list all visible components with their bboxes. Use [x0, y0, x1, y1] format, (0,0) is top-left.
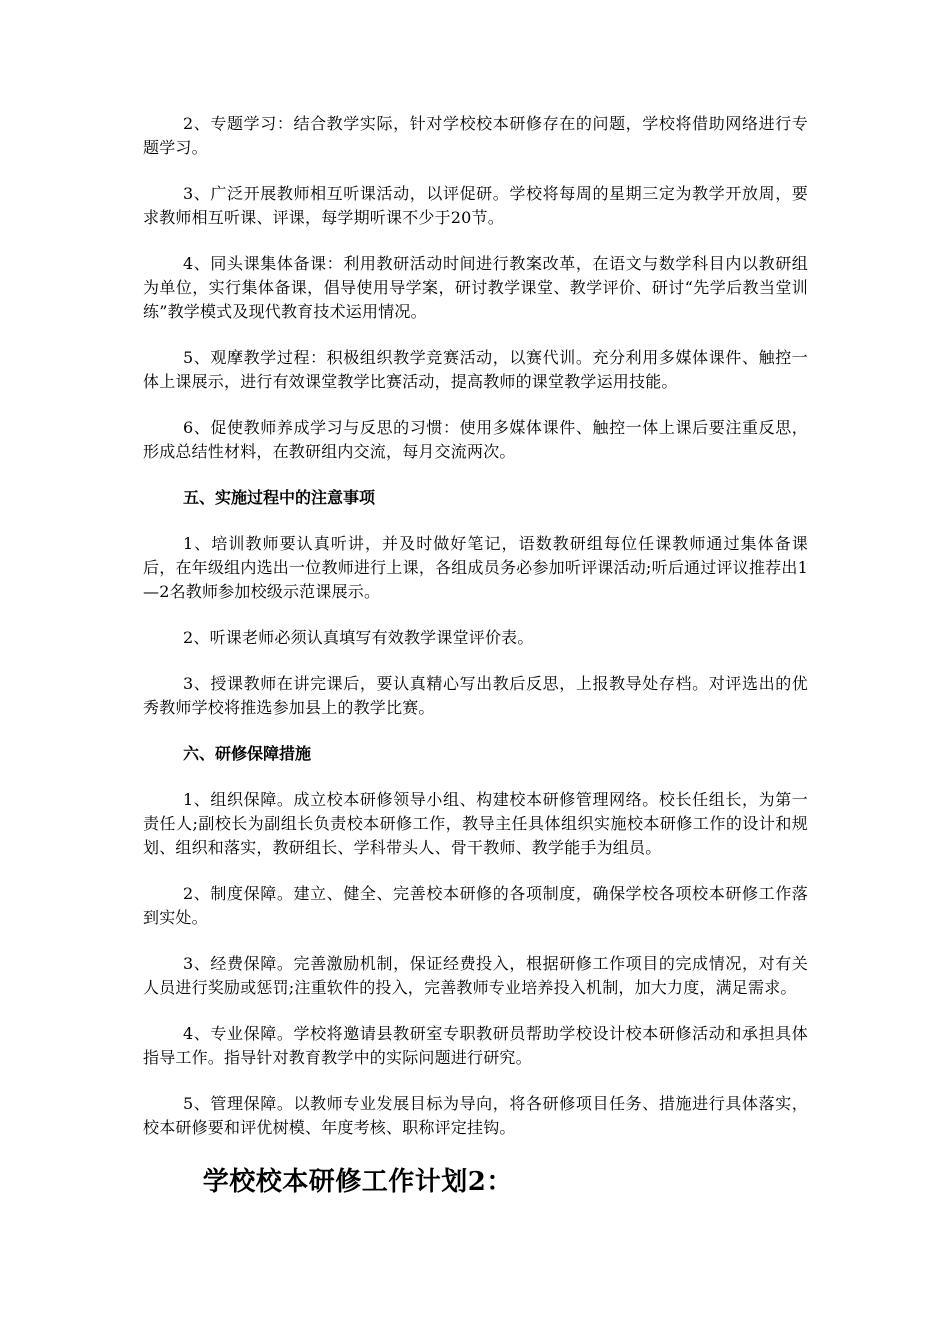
paragraph-reflection-habit: 6、促使教师养成学习与反思的习惯：使用多媒体课件、触控一体上课后要注重反思，形成总结性材料，在教研组内交流，每月交流两次。 [143, 418, 808, 461]
paragraph-evaluation-form: 2、听课老师必须认真填写有效教学课堂评价表。 [183, 628, 534, 647]
paragraph-organization-safeguard: 1、组织保障。成立校本研修领导小组、构建校本研修管理网络。校长任组长，为第一责任人;副校长为副组长负责校本研修工作，教导主任具体组织实施校本研修工作的设计和规划、组织和落实，教研组长、学科带头人、骨干教师、教学能手为组员。 [143, 790, 808, 857]
paragraph-topic-study: 2、专题学习：结合教学实际，针对学校校本研修存在的问题，学校将借助网络进行专题学习。 [143, 114, 808, 157]
document-page [143, 112, 808, 1202]
paragraph-funding-safeguard: 3、经费保障。完善激励机制，保证经费投入，根据研修工作项目的完成情况，对有关人员进行奖励或惩罚;注重软件的投入，完善教师专业培养投入机制，加大力度，满足需求。 [143, 954, 808, 997]
paragraph-teaching-observation: 5、观摩教学过程：积极组织教学竞赛活动，以赛代训。充分利用多媒体课件、触控一体上课展示，进行有效课堂教学比赛活动，提高教师的课堂教学运用技能。 [143, 348, 808, 391]
section-heading-precautions: 五、实施过程中的注意事项 [183, 488, 376, 507]
paragraph-training-notes: 1、培训教师要认真听讲，并及时做好笔记，语数教研组每位任课教师通过集体备课后，在年级组内选出一位教师进行上课，各组成员务必参加听评课活动;听后通过评议推荐出1—2名教师参加校级示范课展示。 [143, 534, 808, 601]
paragraph-management-safeguard: 5、管理保障。以教师专业发展目标为导向，将各研修项目任务、措施进行具体落实，校本研修要和评优树模、年度考核、职称评定挂钩。 [143, 1094, 808, 1137]
paragraph-post-lesson-reflection: 3、授课教师在讲完课后，要认真精心写出教后反思，上报教导处存档。对评选出的优秀教师学校将推选参加县上的教学比赛。 [143, 674, 808, 717]
paragraph-professional-safeguard: 4、专业保障。学校将邀请县教研室专职教研员帮助学校设计校本研修活动和承担具体指导工作。指导针对教育教学中的实际问题进行研究。 [143, 1024, 808, 1067]
section-heading-safeguards: 六、研修保障措施 [183, 744, 312, 763]
paragraph-system-safeguard: 2、制度保障。建立、健全、完善校本研修的各项制度，确保学校各项校本研修工作落到实处。 [143, 884, 808, 927]
paragraph-collective-lesson-prep: 4、同头课集体备课：利用教研活动时间进行教案改革，在语文与数学科目内以教研组为单位，实行集体备课，倡导使用导学案，研讨教学课堂、教学评价、研讨“先学后教当堂训练”教学模式及现代教育技术运用情况。 [143, 254, 808, 321]
paragraph-peer-observation: 3、广泛开展教师相互听课活动，以评促研。学校将每周的星期三定为教学开放周，要求教师相互听课、评课，每学期听课不少于20节。 [143, 184, 808, 227]
document-title-plan-2: 学校校本研修工作计划2： [202, 1167, 513, 1197]
